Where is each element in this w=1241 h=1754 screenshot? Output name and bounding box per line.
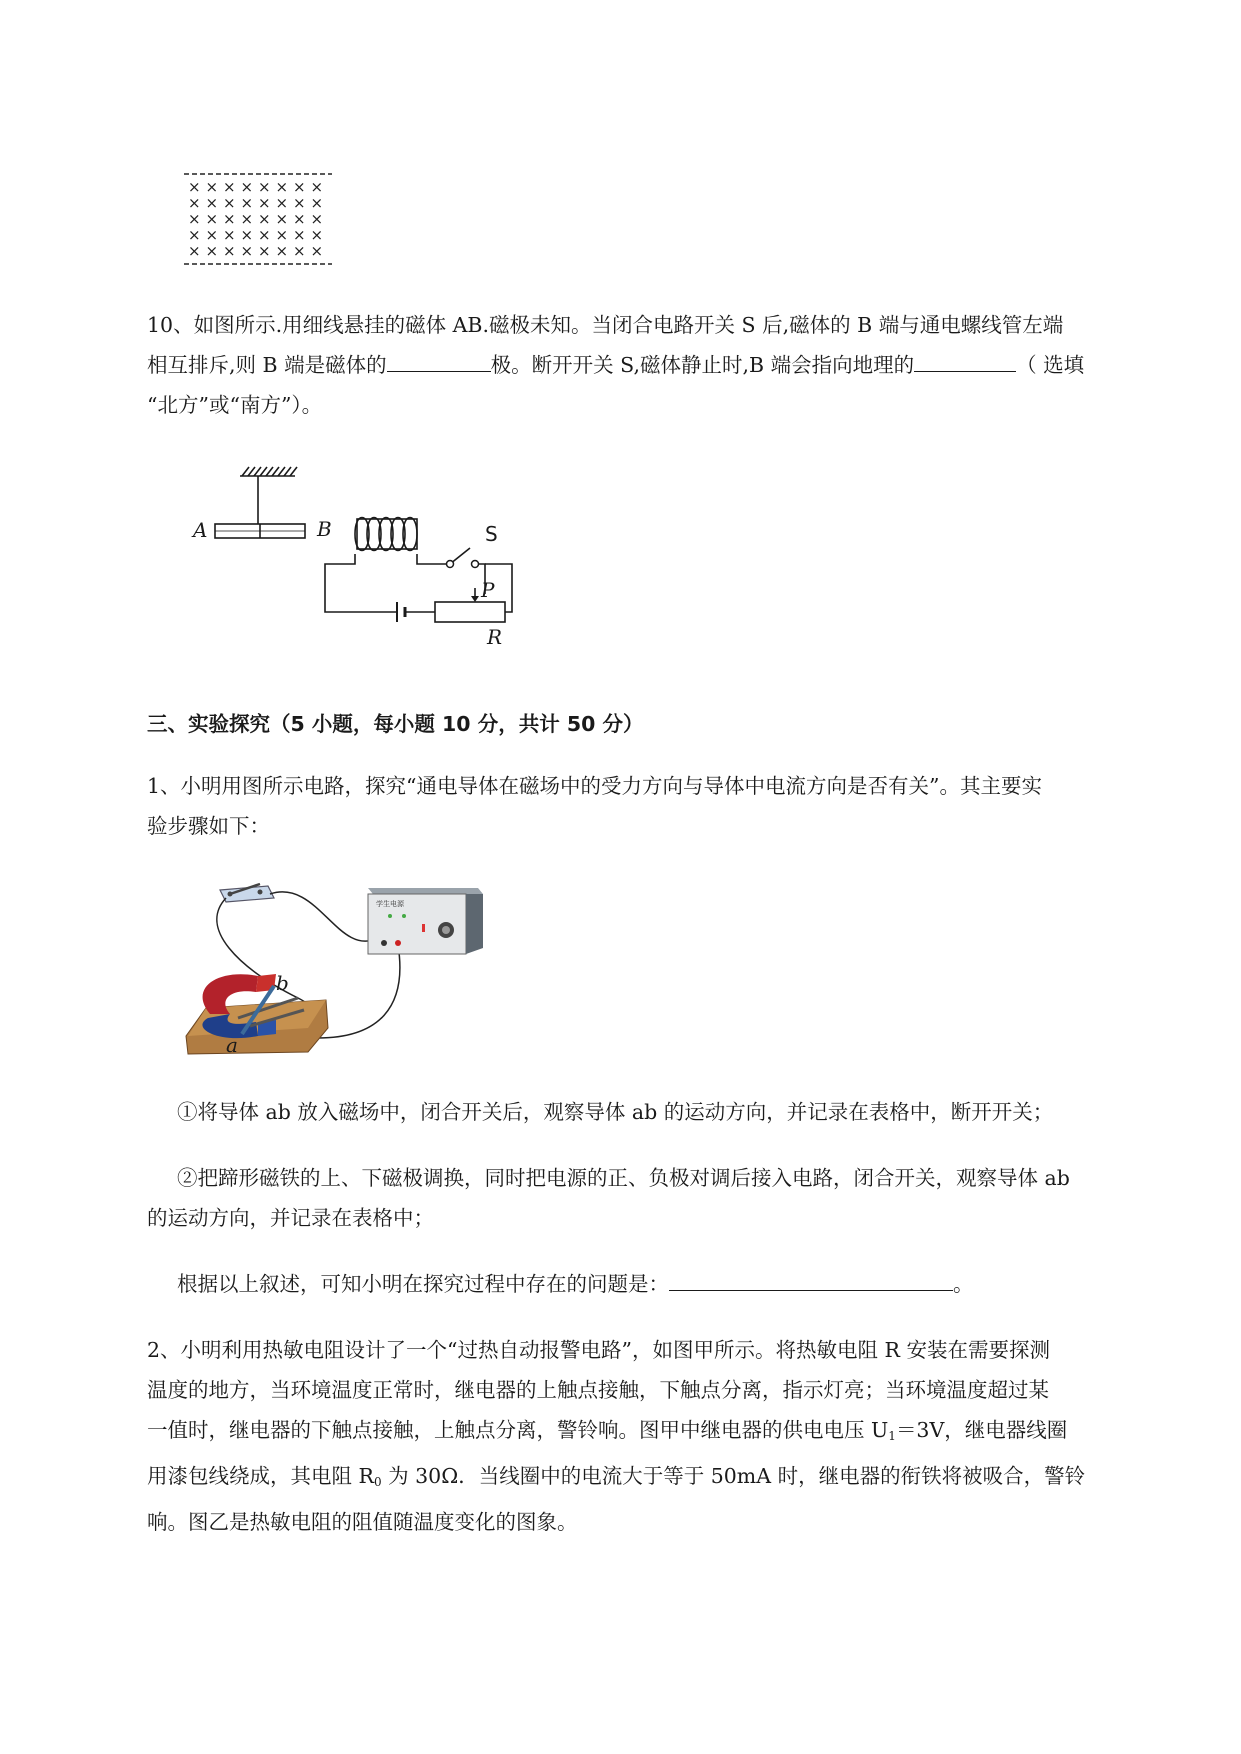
q10-line-2	[147, 345, 1157, 385]
answer-blank-problem[interactable]	[669, 1272, 953, 1291]
field-cross-icon: ×	[188, 178, 201, 196]
field-cross-icon: ×	[205, 210, 219, 228]
field-cross-icon: ×	[205, 178, 219, 196]
field-cross-icon: ×	[240, 178, 254, 196]
field-cross-icon: ×	[223, 226, 236, 244]
q2-line-5: 响。图乙是热敏电阻的阻值随温度变化的图象。	[147, 1510, 578, 1534]
conductor-end-b-label: b	[276, 971, 289, 995]
question-10	[147, 305, 1157, 425]
q10-line-3: “北方”或“南方”）。	[147, 393, 323, 417]
q10-line-1: 10、如图所示.用细线悬挂的磁体 AB.磁极未知。当闭合电路开关 S 后,磁体的 B 端与通电螺线管左端	[147, 313, 1064, 337]
magnet-end-b-label: B	[317, 517, 332, 541]
cross-grid	[188, 178, 323, 260]
field-cross-icon: ×	[275, 210, 289, 228]
conclusion	[147, 1264, 1157, 1304]
field-cross-icon: ×	[223, 178, 236, 196]
field-cross-icon: ×	[293, 178, 306, 196]
field-cross-icon: ×	[275, 178, 289, 196]
q2-line-2: 温度的地方，当环境温度正常时，继电器的上触点接触，下触点分离，指示灯亮；当环境温度超过某	[147, 1378, 1049, 1402]
section-3-heading: 三、实验探究（5 小题，每小题 10 分，共计 50 分）	[147, 712, 644, 736]
field-cross-icon: ×	[240, 226, 254, 244]
field-cross-icon: ×	[258, 210, 271, 228]
field-cross-icon: ×	[293, 226, 306, 244]
field-cross-icon: ×	[240, 194, 254, 212]
field-cross-icon: ×	[205, 226, 219, 244]
step-2	[147, 1158, 1157, 1238]
field-cross-icon: ×	[293, 242, 306, 260]
field-cross-icon: ×	[310, 178, 324, 196]
q1-line-1: 1、小明用图所示电路，探究“通电导体在磁场中的受力方向与导体中电流方向是否有关”。其主要实	[147, 774, 1043, 798]
answer-blank-pole[interactable]	[387, 353, 491, 372]
power-supply-icon	[368, 888, 483, 954]
field-cross-icon: ×	[188, 194, 201, 212]
magnet-solenoid-circuit-figure	[185, 462, 535, 652]
conclusion-end: 。	[953, 1272, 974, 1296]
field-cross-icon: ×	[310, 242, 324, 260]
question-1	[147, 766, 1157, 846]
field-cross-icon: ×	[310, 210, 324, 228]
field-cross-icon: ×	[275, 242, 289, 260]
question-2	[147, 1330, 1157, 1542]
field-cross-icon: ×	[223, 194, 236, 212]
field-cross-icon: ×	[258, 242, 271, 260]
experiment-apparatus-figure	[178, 868, 498, 1060]
q2-line-1: 2、小明利用热敏电阻设计了一个“过热自动报警电路”，如图甲所示。将热敏电阻 R 安装在需要探测	[147, 1338, 1050, 1362]
resistance-subscript: 0	[373, 1475, 382, 1489]
q2-line-4	[147, 1456, 1157, 1502]
conclusion-prompt: 根据以上叙述，可知小明在探究过程中存在的问题是：	[177, 1272, 669, 1296]
step-1: ①将导体 ab 放入磁场中，闭合开关后，观察导体 ab 的运动方向，并记录在表格中，断开开关；	[177, 1100, 1054, 1124]
q10-line-2c: （ 选填	[1016, 353, 1085, 377]
field-cross-icon: ×	[275, 194, 289, 212]
field-cross-icon: ×	[258, 226, 271, 244]
q10-line-2b: 极。断开开关 S,磁体静止时,B 端会指向地理的	[490, 353, 915, 377]
field-cross-icon: ×	[188, 226, 201, 244]
knife-switch-icon	[220, 884, 274, 902]
answer-blank-direction[interactable]	[914, 353, 1016, 372]
field-cross-icon: ×	[310, 226, 324, 244]
step-2-line-2: 的运动方向，并记录在表格中；	[147, 1206, 434, 1230]
field-cross-icon: ×	[223, 210, 236, 228]
field-cross-icon: ×	[258, 194, 271, 212]
switch-s-label: S	[485, 522, 498, 546]
q2-line-4a: 用漆包线绕成，其电阻 R	[147, 1464, 374, 1488]
field-cross-icon: ×	[205, 194, 219, 212]
slider-p-label: P	[481, 578, 495, 602]
field-cross-icon: ×	[223, 242, 236, 260]
q1-line-2: 验步骤如下：	[147, 814, 270, 838]
q10-line-2a: 相互排斥,则 B 端是磁体的	[147, 353, 387, 377]
power-supply-label: 学生电源	[376, 900, 404, 908]
magnet-end-a-label: A	[193, 518, 208, 542]
q2-line-4b: 为 30Ω．当线圈中的电流大于等于 50mA 时，继电器的衔铁将被吸合，警铃	[381, 1464, 1086, 1488]
field-cross-icon: ×	[240, 210, 254, 228]
magnetic-field-figure	[178, 168, 338, 268]
field-cross-icon: ×	[188, 210, 201, 228]
field-cross-icon: ×	[205, 242, 219, 260]
step-2-line-1: ②把蹄形磁铁的上、下磁极调换，同时把电源的正、负极对调后接入电路，闭合开关，观察导体 ab	[177, 1166, 1070, 1190]
field-cross-icon: ×	[293, 194, 306, 212]
resistor-r-label: R	[487, 625, 503, 649]
field-cross-icon: ×	[310, 194, 324, 212]
field-cross-icon: ×	[258, 178, 271, 196]
field-cross-icon: ×	[240, 242, 254, 260]
q2-line-3b: ＝3V，继电器线圈	[895, 1418, 1068, 1442]
field-cross-icon: ×	[293, 210, 306, 228]
conductor-end-a-label: a	[226, 1033, 238, 1057]
field-cross-icon: ×	[275, 226, 289, 244]
field-cross-icon: ×	[188, 242, 201, 260]
voltage-subscript: 1	[888, 1429, 896, 1443]
q2-line-3a: 一值时，继电器的下触点接触，上触点分离，警铃响。图甲中继电器的供电电压 U	[147, 1418, 889, 1442]
q2-line-3	[147, 1410, 1157, 1456]
